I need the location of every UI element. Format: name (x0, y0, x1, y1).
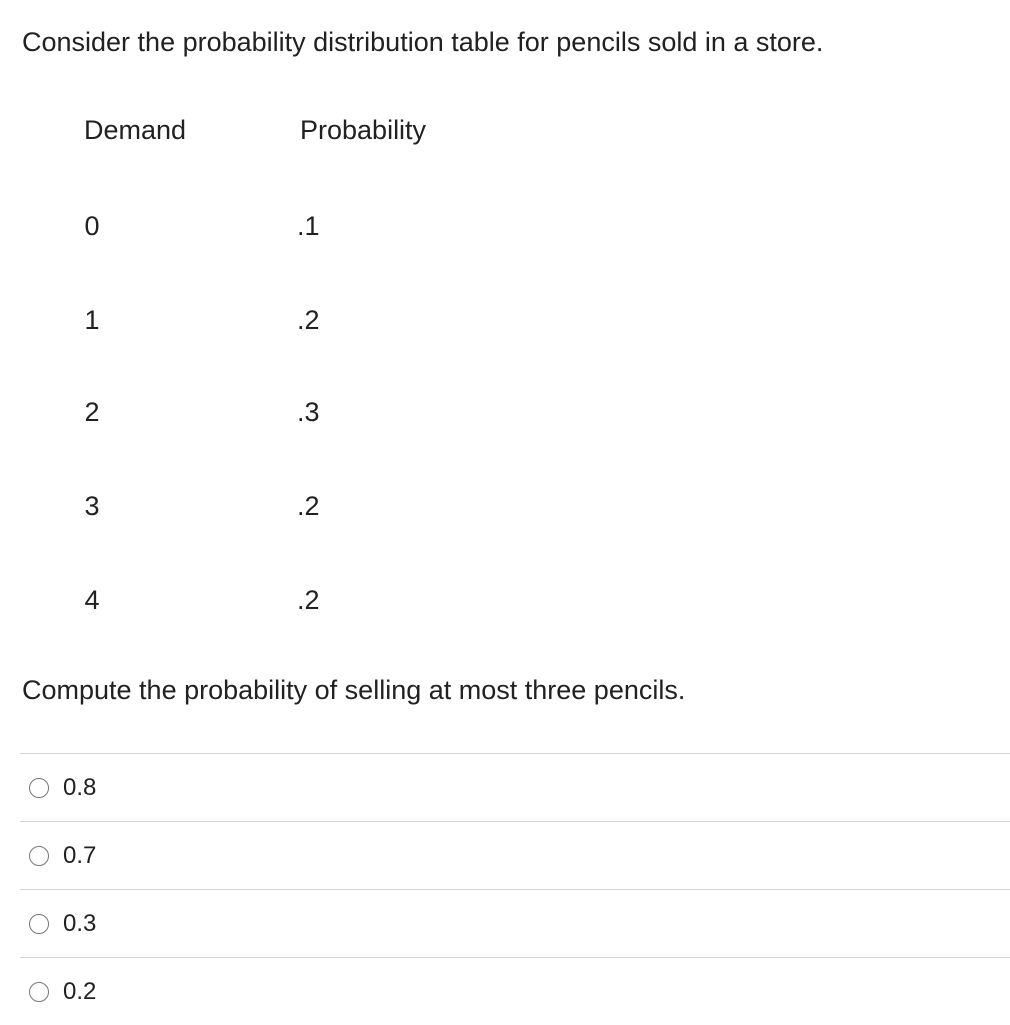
probability-cell: .2 (297, 491, 320, 521)
header-probability: Probability (300, 115, 427, 145)
demand-cell: 4 (84, 585, 100, 615)
option-label: 0.8 (63, 773, 97, 801)
probability-cell: .2 (297, 585, 320, 615)
option-label: 0.2 (63, 977, 97, 1005)
answer-option[interactable] (20, 889, 1010, 957)
demand-cell: 3 (84, 491, 100, 521)
demand-cell: 2 (84, 397, 100, 427)
radio-button[interactable] (29, 846, 49, 866)
radio-button[interactable] (29, 982, 49, 1002)
answer-option[interactable] (20, 753, 1010, 821)
probability-cell: .3 (297, 397, 320, 427)
option-label: 0.7 (63, 841, 97, 869)
header-demand: Demand (84, 115, 187, 145)
option-label: 0.3 (63, 909, 97, 937)
demand-cell: 0 (84, 211, 100, 241)
radio-button[interactable] (29, 778, 49, 798)
probability-cell: .1 (297, 211, 320, 241)
answer-option[interactable] (20, 957, 1010, 1025)
demand-cell: 1 (84, 305, 100, 335)
question-prompt: Compute the probability of selling at most three pencils. (22, 675, 686, 705)
radio-button[interactable] (29, 914, 49, 934)
probability-cell: .2 (297, 305, 320, 335)
question-intro: Consider the probability distribution table for pencils sold in a store. (22, 27, 824, 57)
answer-options (20, 753, 1010, 1025)
answer-option[interactable] (20, 821, 1010, 889)
